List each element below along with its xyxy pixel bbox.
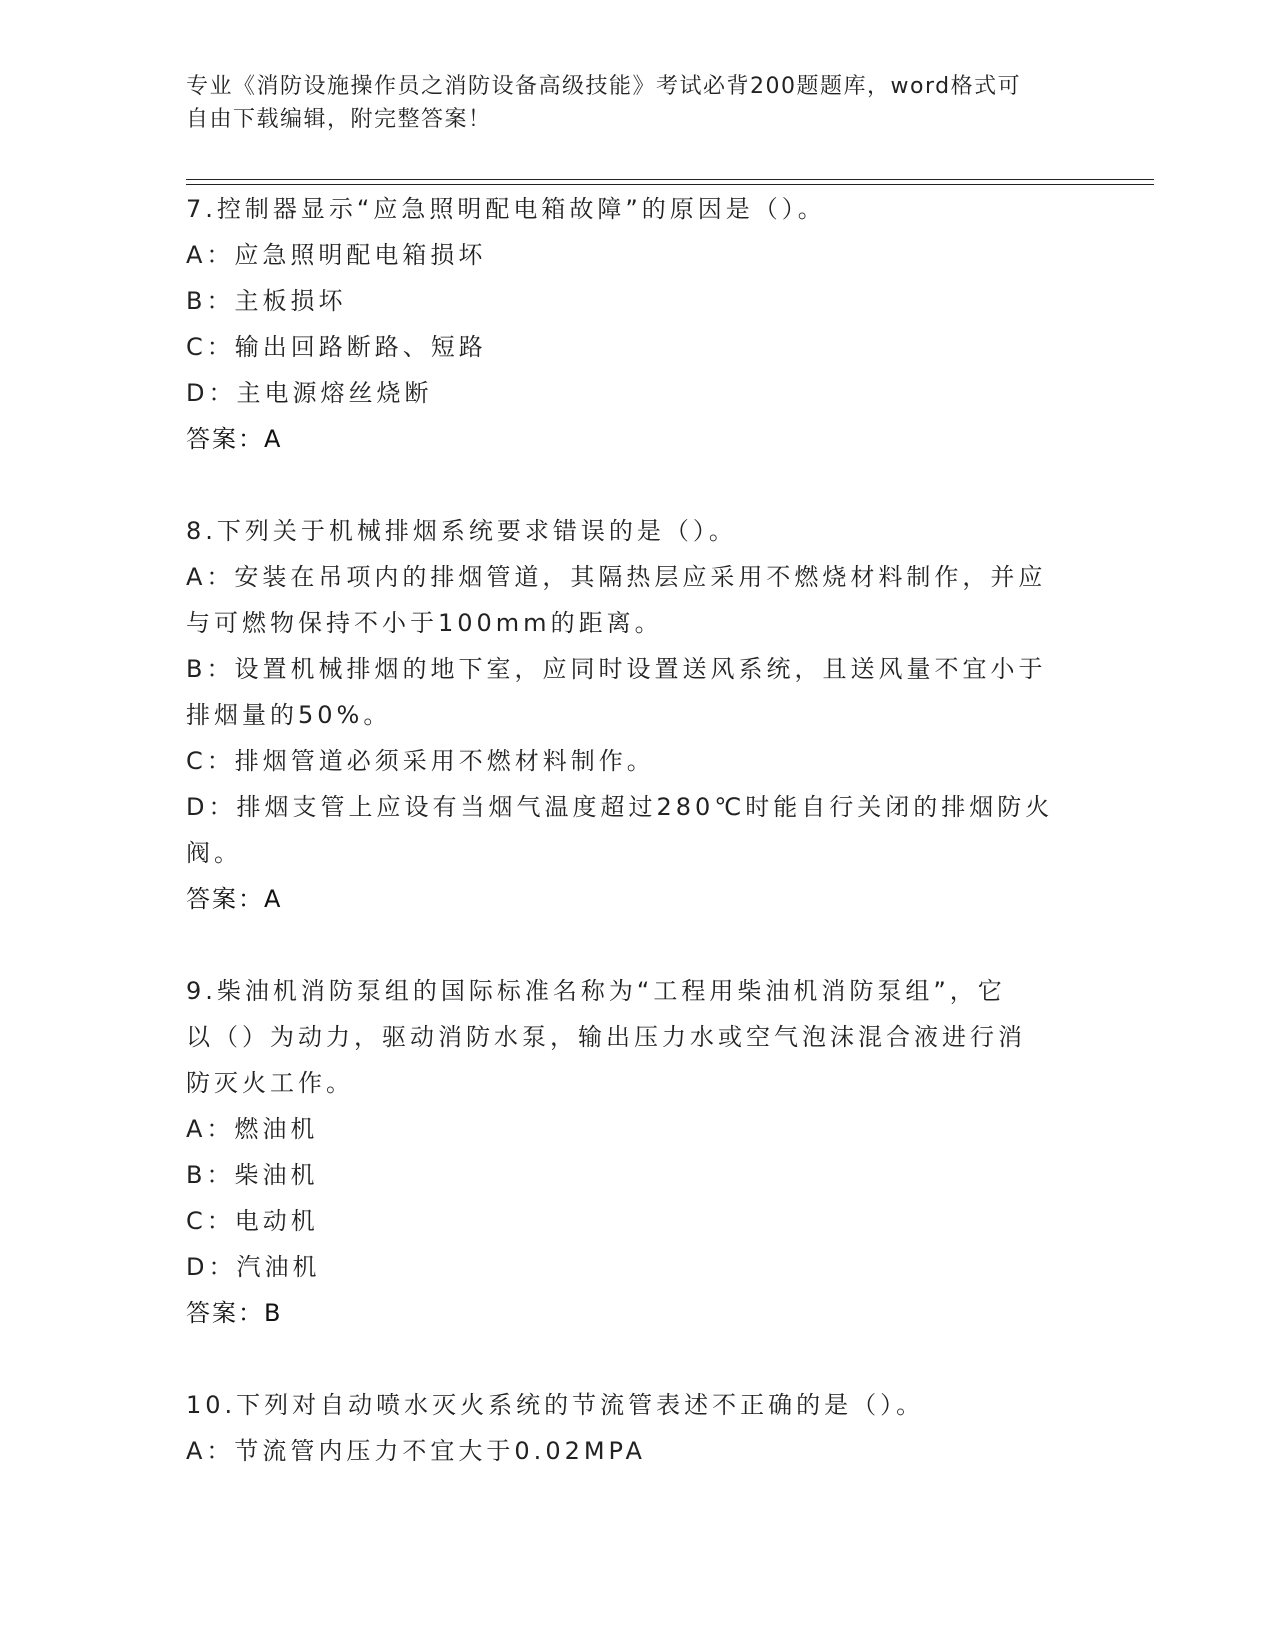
option-b: B：柴油机 — [186, 1161, 319, 1189]
option-b-continued: 排烟量的50%。 — [186, 701, 392, 729]
option-d: D：主电源熔丝烧断 — [186, 379, 433, 407]
option-a: A：安装在吊项内的排烟管道，其隔热层应采用不燃烧材料制作，并应 — [186, 563, 1047, 591]
question-list — [186, 186, 1086, 1474]
header-line-2: 自由下载编辑，附完整答案！ — [186, 107, 492, 132]
option-b: B：主板损坏 — [186, 287, 347, 315]
question-stem: 8.下列关于机械排烟系统要求错误的是（）。 — [186, 517, 737, 545]
option-a: A：应急照明配电箱损坏 — [186, 241, 487, 269]
option-d: D：排烟支管上应设有当烟气温度超过280℃时能自行关闭的排烟防火 — [186, 793, 1054, 821]
question-stem-continued: 以（）为动力，驱动消防水泵，输出压力水或空气泡沫混合液进行消 — [186, 1023, 1026, 1051]
option-c: C：输出回路断路、短路 — [186, 333, 487, 361]
answer-text: 答案：B — [186, 1299, 283, 1327]
question-stem: 7.控制器显示“应急照明配电箱故障”的原因是（）。 — [186, 195, 826, 223]
question-9 — [186, 968, 1086, 1336]
document-header — [186, 70, 1066, 136]
question-10 — [186, 1382, 1086, 1474]
option-d-continued: 阀。 — [186, 839, 242, 867]
question-stem: 10.下列对自动喷水灭火系统的节流管表述不正确的是（）。 — [186, 1391, 925, 1419]
answer-text: 答案：A — [186, 425, 283, 453]
option-a-continued: 与可燃物保持不小于100mm的距离。 — [186, 609, 663, 637]
question-stem-continued: 防灭火工作。 — [186, 1069, 354, 1097]
option-b: B：设置机械排烟的地下室，应同时设置送风系统，且送风量不宜小于 — [186, 655, 1047, 683]
option-a: A：燃油机 — [186, 1115, 319, 1143]
option-d: D：汽油机 — [186, 1253, 321, 1281]
header-line-1: 专业《消防设施操作员之消防设备高级技能》考试必背200题题库，word格式可 — [186, 74, 1022, 99]
answer-text: 答案：A — [186, 885, 283, 913]
header-divider-bottom — [186, 184, 1154, 185]
question-8 — [186, 508, 1086, 922]
question-7 — [186, 186, 1086, 462]
option-a: A：节流管内压力不宜大于0.02MPA — [186, 1437, 646, 1465]
option-c: C：排烟管道必须采用不燃材料制作。 — [186, 747, 655, 775]
header-divider-top — [186, 179, 1154, 180]
question-stem: 9.柴油机消防泵组的国际标准名称为“工程用柴油机消防泵组”，它 — [186, 977, 1006, 1005]
option-c: C：电动机 — [186, 1207, 319, 1235]
